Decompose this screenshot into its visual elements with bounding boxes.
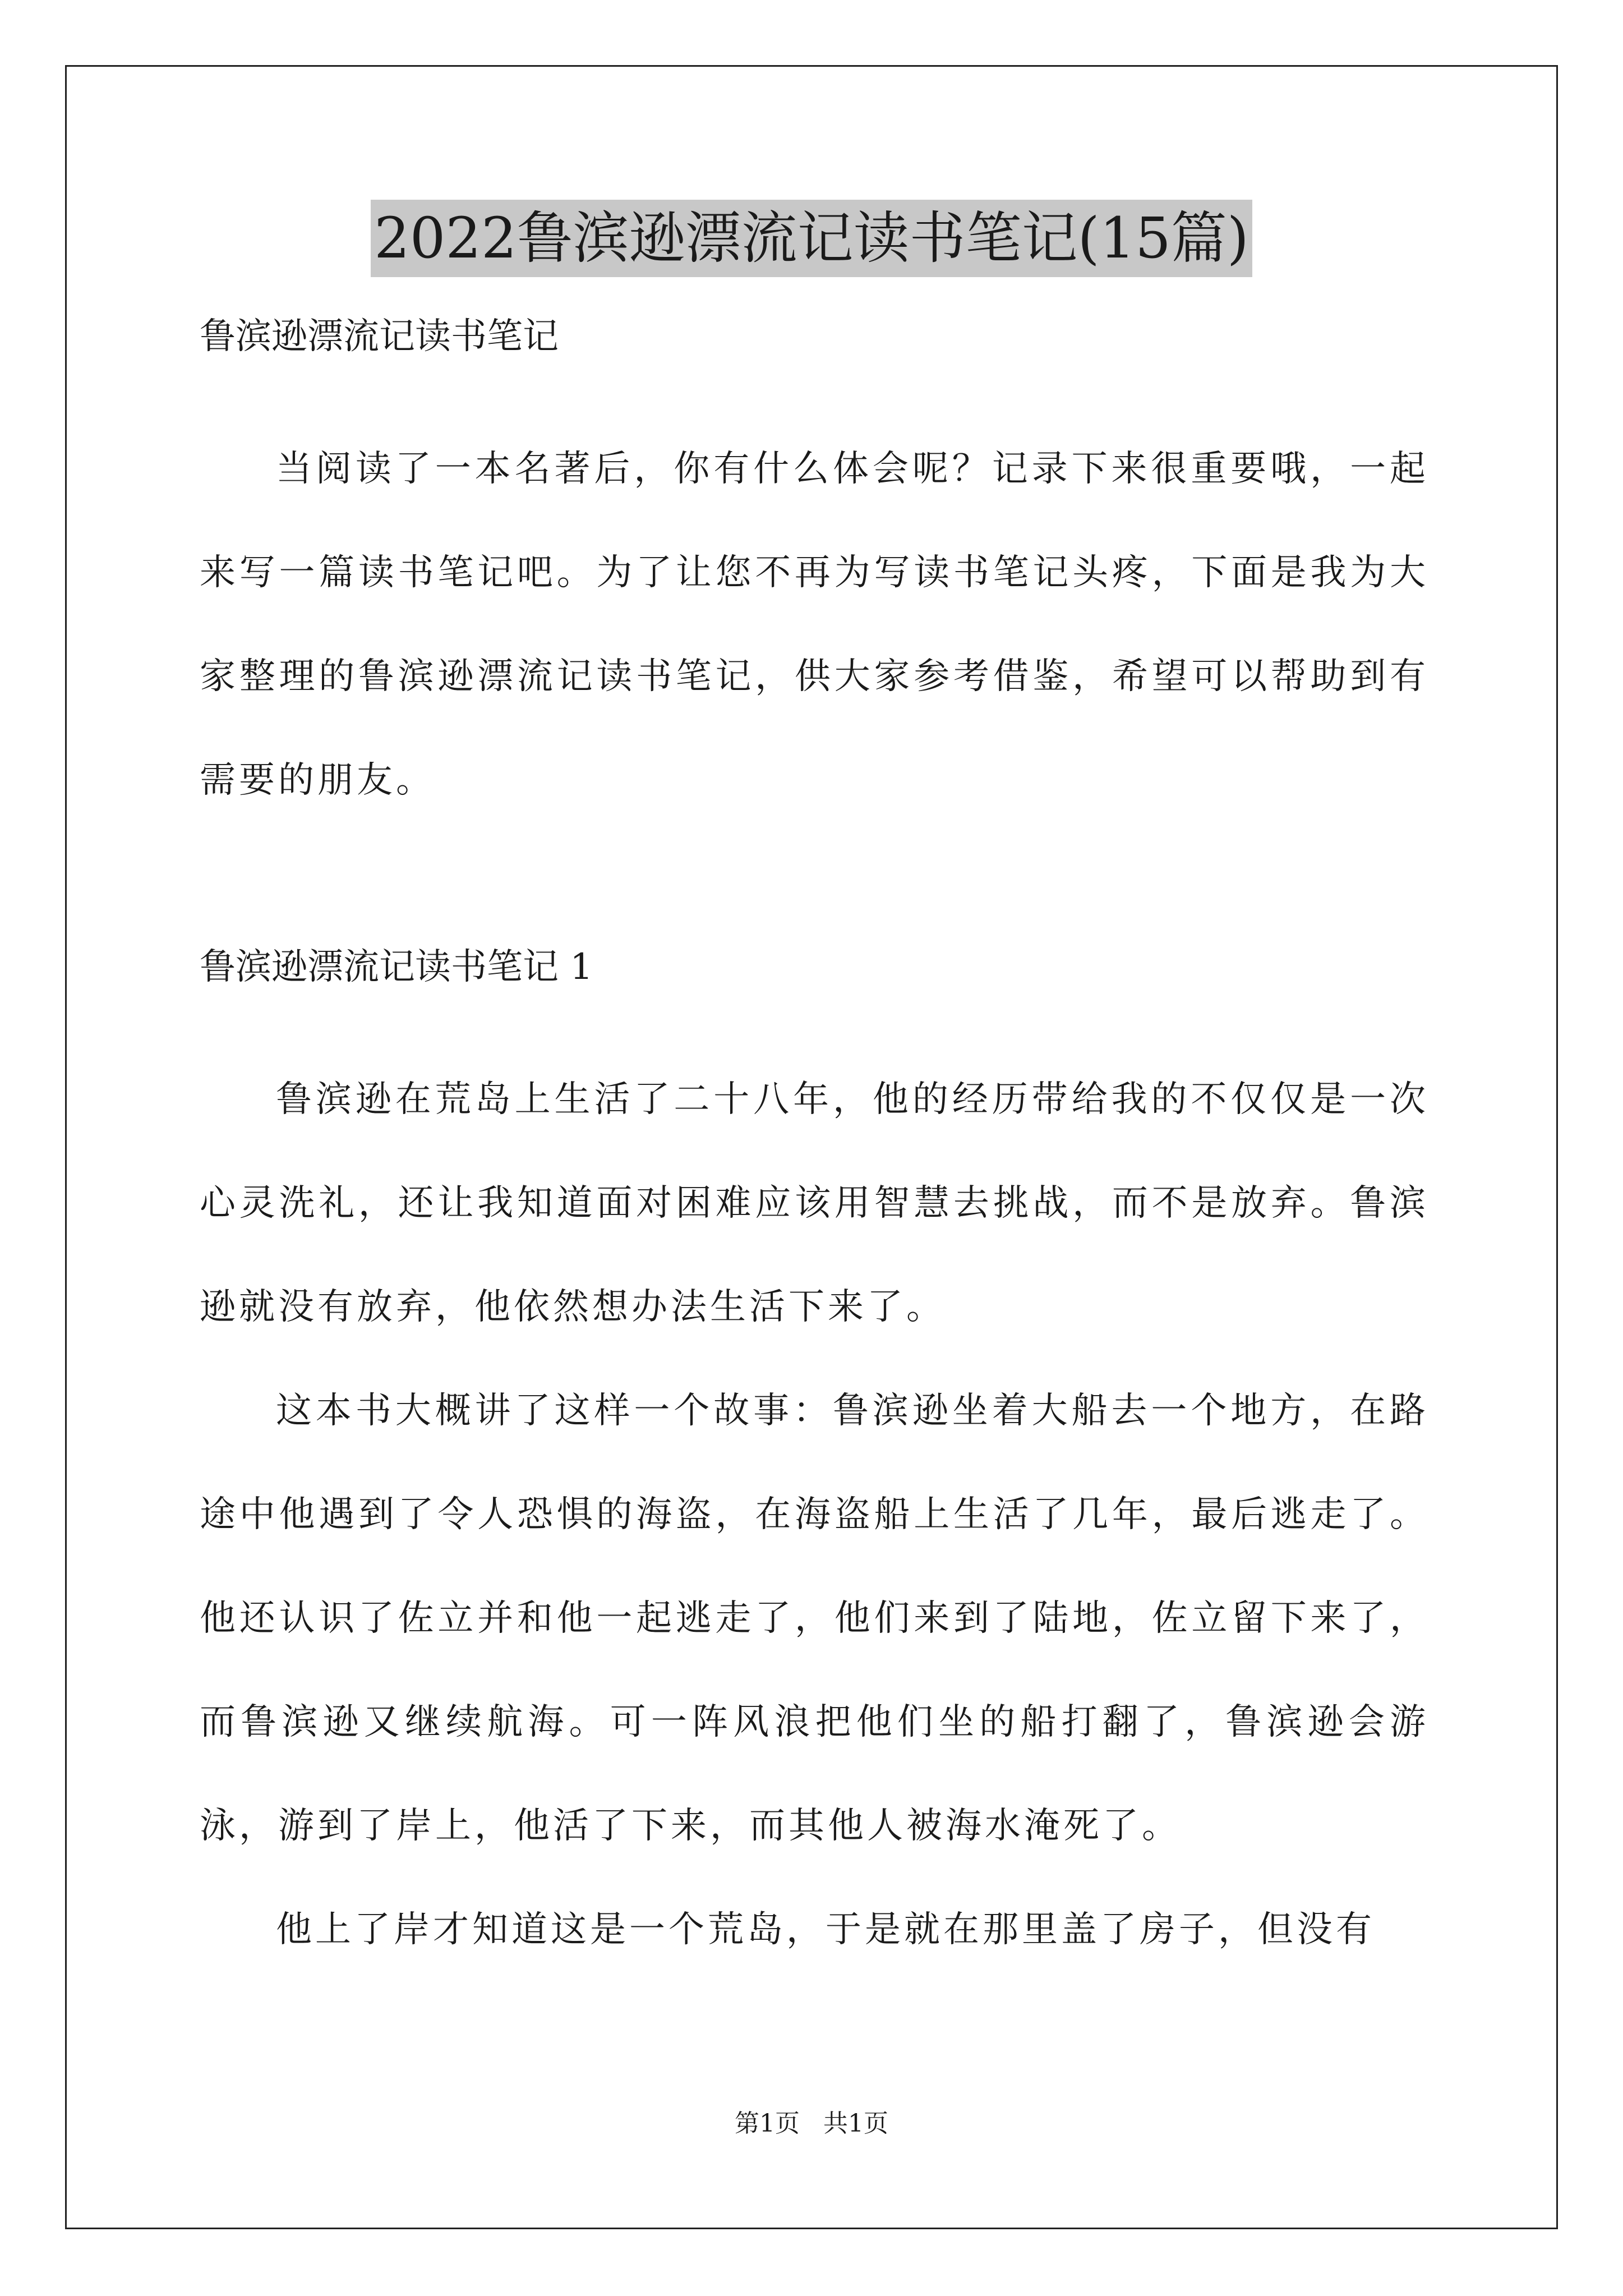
section-heading: 鲁滨逊漂流记读书笔记 <box>200 316 559 357</box>
document-title: 2022鲁滨逊漂流记读书笔记(15篇) <box>371 200 1252 277</box>
section-heading: 鲁滨逊漂流记读书笔记 1 <box>200 946 593 988</box>
document-body <box>200 313 1429 1982</box>
paragraph: 他上了岸才知道这是一个荒岛，于是就在那里盖了房子，但没有 <box>276 1909 1375 1950</box>
page-footer: 第1页 共1页 <box>735 2109 888 2138</box>
paragraph: 鲁滨逊在荒岛上生活了二十八年，他的经历带给我的不仅仅是一次心灵洗礼，还让我知道面对困难应该用智慧去挑战，而不是放弃。鲁滨逊就没有放弃，他依然想办法生活下来了。 <box>200 1079 1429 1328</box>
title-container <box>0 200 1623 277</box>
paragraph: 这本书大概讲了这样一个故事：鲁滨逊坐着大船去一个地方，在路途中他遇到了令人恐惧的海盗，在海盗船上生活了几年，最后逃走了。他还认识了佐立并和他一起逃走了，他们来到了陆地，佐立留下来了，而鲁滨逊又继续航海。可一阵风浪把他们坐的船打翻了，鲁滨逊会游泳，游到了岸上，他活了下来，而其他人被海水淹死了。 <box>200 1390 1429 1847</box>
paragraph: 当阅读了一本名著后，你有什么体会呢？记录下来很重要哦，一起来写一篇读书笔记吧。为了让您不再为写读书笔记头疼，下面是我为大家整理的鲁滨逊漂流记读书笔记，供大家参考借鉴，希望可以帮助到有需要的朋友。 <box>200 448 1429 801</box>
